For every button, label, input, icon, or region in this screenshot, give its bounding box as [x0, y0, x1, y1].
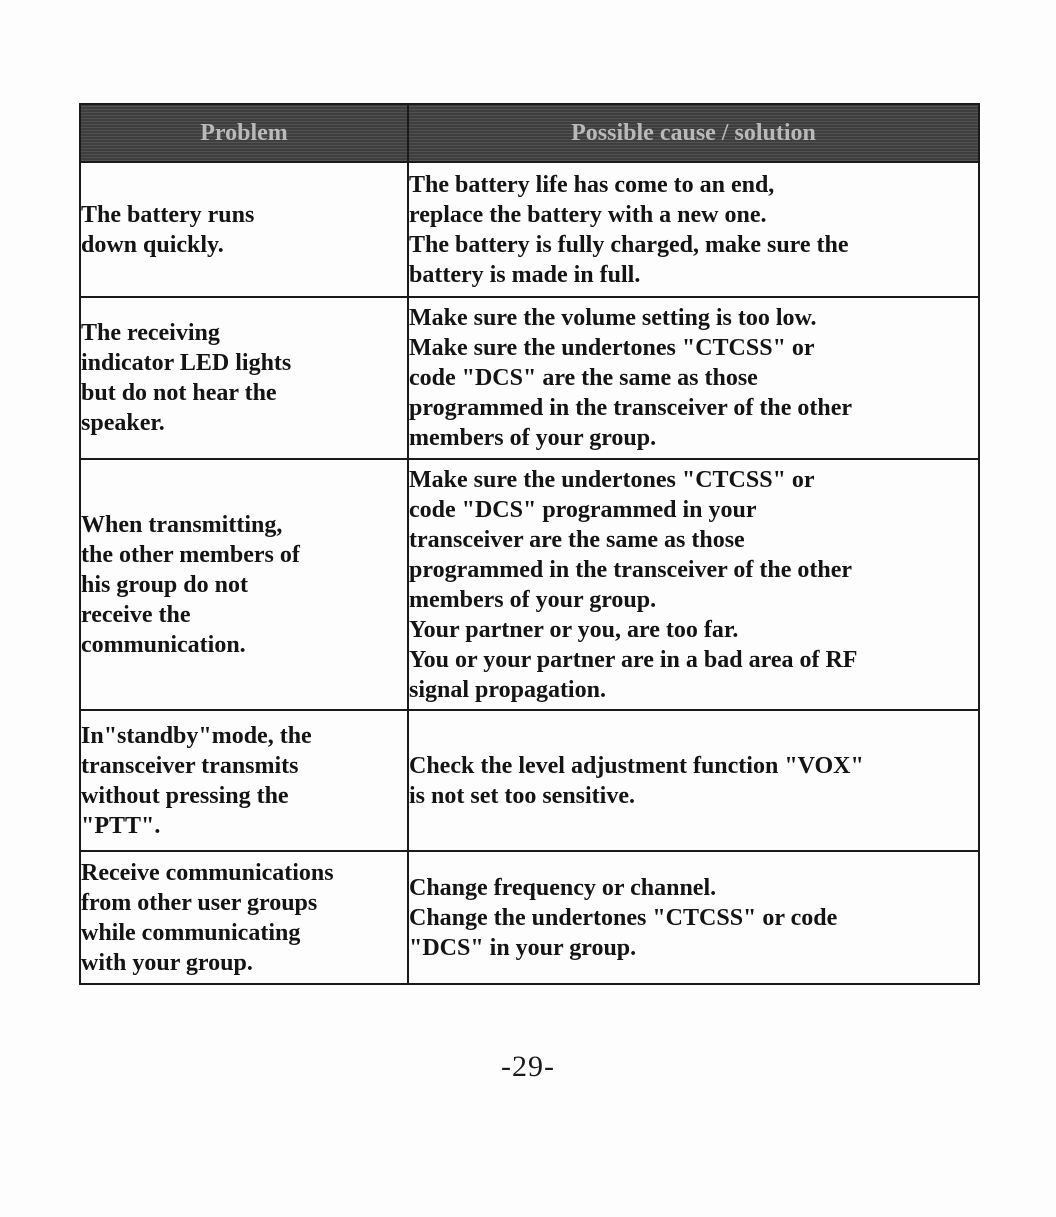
table-row	[80, 710, 979, 851]
solution-text: The battery life has come to an end, replace the battery with a new one. The battery is fully charged, make sure the battery is made in full.	[409, 171, 849, 288]
table-row	[80, 459, 979, 710]
solution-cell	[408, 710, 979, 851]
table-row	[80, 162, 979, 297]
problem-cell	[80, 162, 408, 297]
problem-cell	[80, 851, 408, 984]
table-header-row	[80, 104, 979, 162]
header-problem: Problem	[80, 104, 408, 162]
solution-cell	[408, 459, 979, 710]
problem-cell	[80, 297, 408, 459]
problem-text: In"standby"mode, the transceiver transmits without pressing the "PTT".	[81, 722, 312, 839]
problem-text: The battery runs down quickly.	[81, 201, 255, 258]
solution-text: Make sure the volume setting is too low. Make sure the undertones "CTCSS" or code "DCS" are the same as those programmed in the transceiver of the other members of your group.	[409, 305, 853, 451]
solution-text: Make sure the undertones "CTCSS" or code "DCS" programmed in your transceiver are the same as those programmed in the transceiver of the other members of your group. Your partner or you, are too far. You or your partner are in a bad area of RF signal propagation.	[409, 466, 858, 703]
problem-text: Receive communications from other user groups while communicating with your group.	[81, 859, 334, 976]
solution-text: Check the level adjustment function "VOX" is not set too sensitive.	[409, 752, 864, 809]
problem-text: The receiving indicator LED lights but do not hear the speaker.	[81, 320, 292, 436]
solution-cell	[408, 297, 979, 459]
page-number: -29-	[501, 1050, 555, 1083]
table-row	[80, 851, 979, 984]
solution-cell	[408, 162, 979, 297]
troubleshooting-table	[79, 103, 980, 985]
problem-cell	[80, 459, 408, 710]
solution-cell	[408, 851, 979, 984]
header-solution: Possible cause / solution	[408, 104, 979, 162]
table-row	[80, 297, 979, 459]
solution-text: Change frequency or channel. Change the undertones "CTCSS" or code "DCS" in your group.	[409, 874, 838, 961]
problem-cell	[80, 710, 408, 851]
problem-text: When transmitting, the other members of his group do not receive the communication.	[81, 511, 300, 658]
